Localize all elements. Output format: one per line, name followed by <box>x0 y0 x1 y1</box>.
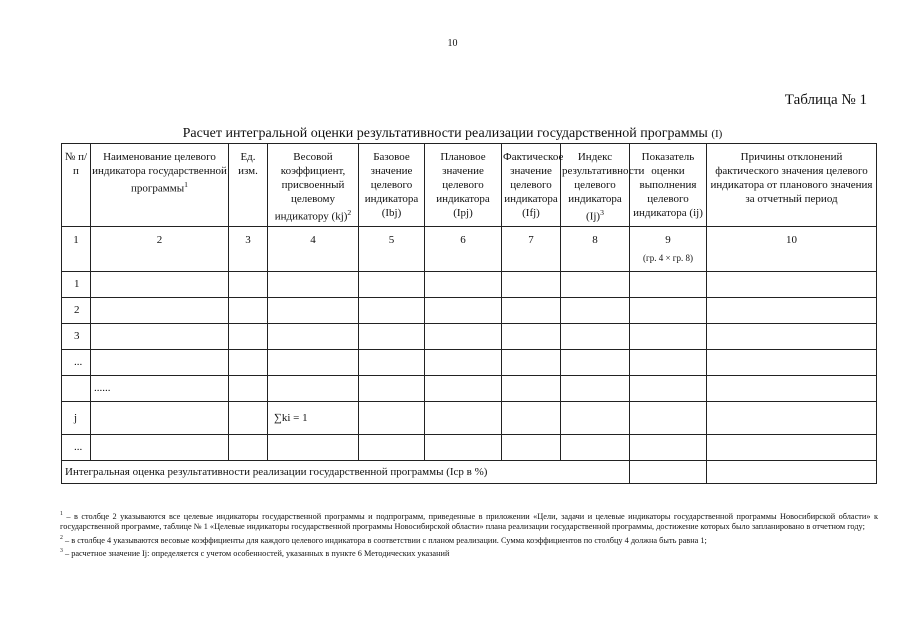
column-number: 3 <box>229 226 268 271</box>
column9-formula: (гр. 4 × гр. 8) <box>643 252 693 263</box>
row-number: 3 <box>62 323 91 349</box>
column-number-9: 9 (гр. 4 × гр. 8) <box>630 226 707 271</box>
row-name: ...... <box>91 375 229 401</box>
weight-sum-formula: ∑ki = 1 <box>268 401 359 434</box>
table-row <box>62 401 877 434</box>
table-row <box>62 323 877 349</box>
header-cell: Фактическое значение целевого индикатора (Ifj) <box>502 144 561 227</box>
column-number: 8 <box>561 226 630 271</box>
column-number: 6 <box>425 226 502 271</box>
row-number: 2 <box>62 297 91 323</box>
page-number: 10 <box>447 38 458 49</box>
table-row <box>62 349 877 375</box>
evaluation-table <box>61 143 877 484</box>
caption-text: Расчет интегральной оценки результативности реализации государственной программы <box>182 126 708 141</box>
row-name <box>91 271 229 297</box>
header-cell: Плановое значение целевого индикатора (Ipj) <box>425 144 502 227</box>
column-number: 7 <box>502 226 561 271</box>
integral-score-extra <box>707 460 877 483</box>
header-cell: Наименование целевого индикатора государственной программы$^1$ <box>91 144 229 227</box>
row-number: 1 <box>62 271 91 297</box>
header-cell: Весовой коэффициент, присвоенный целевому индикатору (kj)$^2$ <box>268 144 359 227</box>
row-name <box>91 349 229 375</box>
integral-score-value <box>630 460 707 483</box>
footnotes <box>60 509 878 559</box>
header-cell: Индекс результативности целевого индикатора $(Ij)^3$ <box>561 144 630 227</box>
integral-score-row <box>62 460 877 483</box>
table-caption <box>0 126 905 142</box>
table-row <box>62 271 877 297</box>
row-name <box>91 297 229 323</box>
row-number: ... <box>62 434 91 460</box>
row-name <box>91 434 229 460</box>
footnote-1: $^1$ – в столбце 2 указываются все целевые индикаторы государственной программы и подпрограмм, приведенные в приложении «Цели, задачи и целевые индикаторы государственной программы Новосибирской области» к государственной программе, таблице № 1 «Целевые индикаторы государственной программы Новосибирской области» плана реализации государственной программы, достижение которых было запланировано в отчетном году; <box>60 511 878 532</box>
header-cell: Базовое значение целевого индикатора (Ibj) <box>359 144 425 227</box>
column-number: 4 <box>268 226 359 271</box>
header-cell: Причины отклонений фактического значения целевого индикатора от планового значения за отчетный период <box>707 144 877 227</box>
row-number: j <box>62 401 91 434</box>
header-cell: Показатель оценки выполнения целевого индикатора (ij) <box>630 144 707 227</box>
footnote-2: $^2$ – в столбце 4 указываются весовые коэффициенты для каждого целевого индикатора в соответствии с планом реализации. Сумма коэффициентов по столбцу 4 должна быть равна 1; <box>60 534 707 545</box>
table-row <box>62 297 877 323</box>
row-number <box>62 375 91 401</box>
column-number: 1 <box>62 226 91 271</box>
header-row <box>62 144 877 227</box>
row-name <box>91 323 229 349</box>
table-label: Таблица № 1 <box>784 92 867 108</box>
integral-score-label: Интегральная оценка результативности реализации государственной программы (Iср в %) <box>62 460 630 483</box>
footnote-3: $^3$ – расчетное значение Ij: определяется с учетом особенностей, указанных в пункте 6 Методических указаний <box>60 548 450 558</box>
column-number: 10 <box>707 226 877 271</box>
table-row <box>62 434 877 460</box>
row-number: ... <box>62 349 91 375</box>
row-name <box>91 401 229 434</box>
column-number: 2 <box>91 226 229 271</box>
caption-roman: (I) <box>711 128 723 140</box>
table-row <box>62 375 877 401</box>
header-cell: Ед. изм. <box>229 144 268 227</box>
column-number: 5 <box>359 226 425 271</box>
header-cell: № п/п <box>62 144 91 227</box>
column-number-row <box>62 226 877 271</box>
